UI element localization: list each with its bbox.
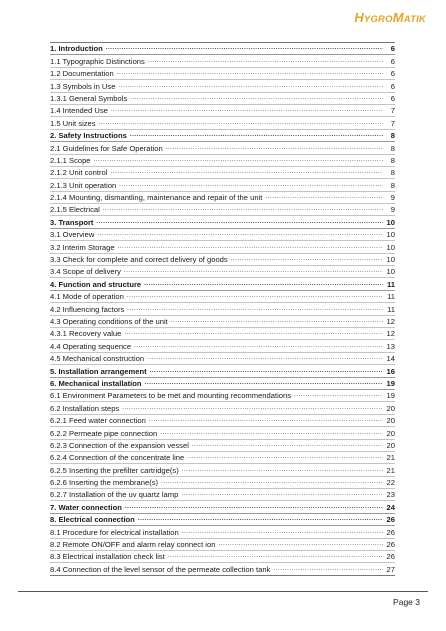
toc-entry-label: 6.1 Environment Parameters to be met and mounting recommendations (50, 391, 292, 401)
toc-entry-page: 26 (386, 515, 395, 525)
toc-entry-page: 9 (390, 205, 395, 215)
toc-entry-page: 6 (390, 56, 395, 66)
toc-entry-label: 4. Function and structure (50, 279, 142, 289)
toc-entry-page: 10 (386, 242, 395, 252)
toc-entry-label: 6.2.3 Connection of the expansion vessel (50, 440, 189, 450)
toc-leader-dots (138, 515, 383, 524)
toc-leader-dots (145, 379, 383, 388)
toc-entry[interactable] (50, 415, 395, 427)
toc-leader-dots (118, 82, 383, 91)
toc-entry[interactable] (50, 117, 395, 129)
toc-entry[interactable] (50, 328, 395, 340)
toc-leader-dots (127, 305, 383, 314)
toc-entry[interactable] (50, 316, 395, 328)
toc-leader-dots (171, 317, 383, 326)
toc-entry-label: 4.3 Operating conditions of the unit (50, 316, 168, 326)
toc-entry-label: 2.1.5 Electrical (50, 205, 100, 215)
toc-entry-label: 4.1 Mode of operation (50, 292, 124, 302)
toc-leader-dots (148, 57, 383, 66)
toc-leader-dots (192, 441, 383, 450)
toc-entry-page: 14 (386, 354, 395, 364)
toc-entry-page: 19 (386, 378, 395, 388)
toc-leader-dots (182, 466, 383, 475)
toc-entry-page: 26 (386, 527, 395, 537)
toc-leader-dots (110, 168, 383, 177)
table-of-contents (50, 42, 395, 576)
toc-entry[interactable] (50, 563, 395, 575)
toc-leader-dots (117, 69, 383, 78)
toc-entry-page: 8 (390, 143, 395, 153)
toc-entry[interactable] (50, 68, 395, 80)
toc-entry-page: 22 (386, 478, 395, 488)
toc-entry-label: 3.2 Interim Storage (50, 242, 115, 252)
toc-entry[interactable] (50, 464, 395, 476)
toc-entry-label: 6.2.6 Inserting the membrane(s) (50, 478, 159, 488)
toc-entry-page: 16 (386, 366, 395, 376)
toc-leader-dots (166, 144, 383, 153)
toc-leader-dots (130, 94, 383, 103)
toc-chapter-entry[interactable] (50, 216, 395, 228)
toc-entry[interactable] (50, 229, 395, 241)
toc-entry-label: 6.2.2 Permeate pipe connection (50, 428, 158, 438)
toc-entry-label: 7. Water connection (50, 502, 122, 512)
toc-entry-page: 12 (386, 329, 395, 339)
toc-chapter-entry[interactable] (50, 130, 395, 142)
toc-leader-dots (265, 193, 383, 202)
toc-entry[interactable] (50, 254, 395, 266)
toc-entry[interactable] (50, 477, 395, 489)
toc-entry[interactable] (50, 452, 395, 464)
toc-entry-label: 1.4 Intended Use (50, 106, 108, 116)
toc-leader-dots (294, 391, 383, 400)
toc-leader-dots (94, 156, 383, 165)
toc-leader-dots (149, 416, 383, 425)
toc-leader-dots (124, 267, 383, 276)
toc-leader-dots (231, 255, 383, 264)
toc-entry-page: 6 (390, 93, 395, 103)
toc-entry[interactable] (50, 427, 395, 439)
toc-entry[interactable] (50, 489, 395, 501)
toc-leader-dots (134, 342, 383, 351)
logo-part: H (354, 10, 364, 25)
toc-entry-label: 8.2 Remote ON/OFF and alarm relay connect ion (50, 540, 216, 550)
toc-entry[interactable] (50, 402, 395, 414)
toc-entry-label: 4.2 Influencing factors (50, 304, 125, 314)
toc-leader-dots (144, 280, 383, 289)
toc-entry[interactable] (50, 353, 395, 365)
toc-entry-label: 6.2.7 Installation of the uv quartz lamp (50, 490, 179, 500)
toc-entry-page: 10 (386, 267, 395, 277)
toc-entry[interactable] (50, 179, 395, 191)
toc-entry-label: 3.3 Check for complete and correct delivery of goods (50, 255, 228, 265)
toc-entry-label: 3.4 Scope of delivery (50, 267, 121, 277)
toc-entry-label: 2.1 Guidelines for Safe Operation (50, 143, 163, 153)
toc-entry-page: 7 (390, 106, 395, 116)
toc-entry-label: 2.1.4 Mounting, dismantling, maintenance and repair of the unit (50, 193, 263, 203)
toc-entry-page: 20 (386, 416, 395, 426)
toc-entry-page: 23 (386, 490, 395, 500)
toc-entry[interactable] (50, 241, 395, 253)
toc-entry-label: 3.1 Overview (50, 230, 95, 240)
toc-entry-page: 10 (386, 217, 395, 227)
toc-entry-page: 24 (386, 502, 395, 512)
logo-part: YGRO (363, 14, 393, 25)
toc-leader-dots (168, 552, 383, 561)
toc-entry-label: 1.3.1 General Symbols (50, 93, 128, 103)
toc-entry[interactable] (50, 55, 395, 67)
toc-entry-page: 10 (386, 230, 395, 240)
toc-leader-dots (181, 490, 383, 499)
toc-entry[interactable] (50, 539, 395, 551)
toc-entry-label: 6.2.5 Inserting the prefilter cartridge(s) (50, 465, 179, 475)
toc-entry-label: 2.1.2 Unit control (50, 168, 108, 178)
toc-entry-label: 4.4 Operating sequence (50, 341, 132, 351)
toc-entry-page: 26 (386, 540, 395, 550)
toc-entry-label: 1.5 Unit sizes (50, 118, 96, 128)
toc-entry-page: 13 (386, 341, 395, 351)
toc-entry-label: 8. Electrical connection (50, 515, 135, 525)
toc-entry[interactable] (50, 167, 395, 179)
toc-leader-dots (161, 478, 383, 487)
toc-leader-dots (124, 329, 383, 338)
toc-chapter-entry[interactable] (50, 501, 395, 513)
toc-entry-label: 2.1.3 Unit operation (50, 180, 117, 190)
toc-entry[interactable] (50, 340, 395, 352)
toc-chapter-entry[interactable] (50, 514, 395, 526)
toc-entry-page: 12 (386, 316, 395, 326)
toc-leader-dots (103, 205, 383, 214)
toc-entry-label: 4.5 Mechanical construction (50, 354, 145, 364)
toc-entry-page: 10 (386, 255, 395, 265)
toc-leader-dots (218, 540, 383, 549)
toc-entry-page: 26 (386, 552, 395, 562)
toc-entry-label: 1.1 Typographic Distinctions (50, 56, 145, 66)
toc-entry-page: 21 (386, 453, 395, 463)
toc-leader-dots (122, 404, 383, 413)
toc-entry-label: 8.1 Procedure for electrical installation (50, 527, 179, 537)
toc-leader-dots (119, 181, 383, 190)
toc-entry-label: 2.1.1 Scope (50, 155, 91, 165)
toc-entry-label: 3. Transport (50, 217, 94, 227)
toc-entry[interactable] (50, 192, 395, 204)
toc-entry-page: 27 (386, 564, 395, 574)
toc-entry-page: 20 (386, 440, 395, 450)
toc-entry-page: 6 (390, 69, 395, 79)
toc-leader-dots (130, 131, 383, 140)
toc-entry-label: 1.3 Symbols in Use (50, 81, 116, 91)
toc-entry-label: 1. Introduction (50, 44, 103, 54)
toc-entry[interactable] (50, 440, 395, 452)
toc-entry-page: 8 (390, 168, 395, 178)
toc-entry[interactable] (50, 303, 395, 315)
toc-entry-page: 6 (390, 44, 395, 54)
toc-entry-page: 6 (390, 81, 395, 91)
toc-entry-page: 8 (390, 155, 395, 165)
toc-entry-page: 20 (386, 428, 395, 438)
toc-entry-page: 19 (386, 391, 395, 401)
toc-chapter-entry[interactable] (50, 365, 395, 377)
toc-entry[interactable] (50, 142, 395, 154)
toc-entry-page: 11 (386, 279, 395, 289)
toc-leader-dots (118, 243, 383, 252)
toc-entry[interactable] (50, 93, 395, 105)
toc-entry-label: 6.2.1 Feed water connection (50, 416, 146, 426)
toc-entry-page: 8 (390, 180, 395, 190)
toc-chapter-entry[interactable] (50, 378, 395, 390)
toc-leader-dots (160, 429, 383, 438)
toc-leader-dots (127, 292, 383, 301)
logo-part: ATIK (403, 14, 426, 25)
toc-entry-page: 11 (387, 292, 395, 302)
toc-leader-dots (147, 354, 383, 363)
toc-entry[interactable] (50, 105, 395, 117)
toc-entry-page: 9 (390, 193, 395, 203)
toc-leader-dots (96, 218, 383, 227)
toc-entry-label: 1.2 Documentation (50, 69, 114, 79)
toc-entry[interactable] (50, 266, 395, 278)
toc-entry-label: 6. Mechanical installation (50, 378, 142, 388)
toc-entry-page: 21 (386, 465, 395, 475)
toc-entry-label: 8.4 Connection of the level sensor of the permeate collection tank (50, 564, 271, 574)
logo-part: M (392, 10, 404, 25)
toc-leader-dots (125, 503, 383, 512)
toc-leader-dots (273, 565, 383, 574)
toc-entry-label: 6.2.4 Connection of the concentrate line (50, 453, 185, 463)
toc-entry[interactable] (50, 526, 395, 538)
toc-leader-dots (99, 119, 383, 128)
toc-entry[interactable] (50, 390, 395, 402)
toc-entry[interactable] (50, 155, 395, 167)
toc-entry-label: 8.3 Electrical installation check list (50, 552, 165, 562)
hygromatik-logo (354, 10, 426, 26)
toc-leader-dots (150, 367, 383, 376)
toc-entry-page: 11 (387, 304, 395, 314)
toc-entry-page: 7 (390, 118, 395, 128)
toc-entry-label: 5. Installation arrangement (50, 366, 147, 376)
toc-entry-label: 2. Safety Instructions (50, 131, 127, 141)
toc-chapter-entry[interactable] (50, 43, 395, 55)
toc-entry-label: 4.3.1 Recovery value (50, 329, 122, 339)
toc-entry[interactable] (50, 551, 395, 563)
toc-entry[interactable] (50, 204, 395, 216)
toc-entry[interactable] (50, 80, 395, 92)
footer-divider (18, 591, 428, 592)
toc-leader-dots (106, 44, 383, 53)
toc-entry-page: 20 (386, 403, 395, 413)
toc-entry-page: 8 (390, 131, 395, 141)
toc-leader-dots (97, 230, 383, 239)
toc-leader-dots (187, 453, 383, 462)
page-number: Page 3 (393, 597, 420, 607)
toc-leader-dots (182, 528, 383, 537)
toc-leader-dots (111, 106, 383, 115)
toc-entry-label: 6.2 Installation steps (50, 403, 120, 413)
toc-chapter-entry[interactable] (50, 278, 395, 290)
toc-entry[interactable] (50, 291, 395, 303)
